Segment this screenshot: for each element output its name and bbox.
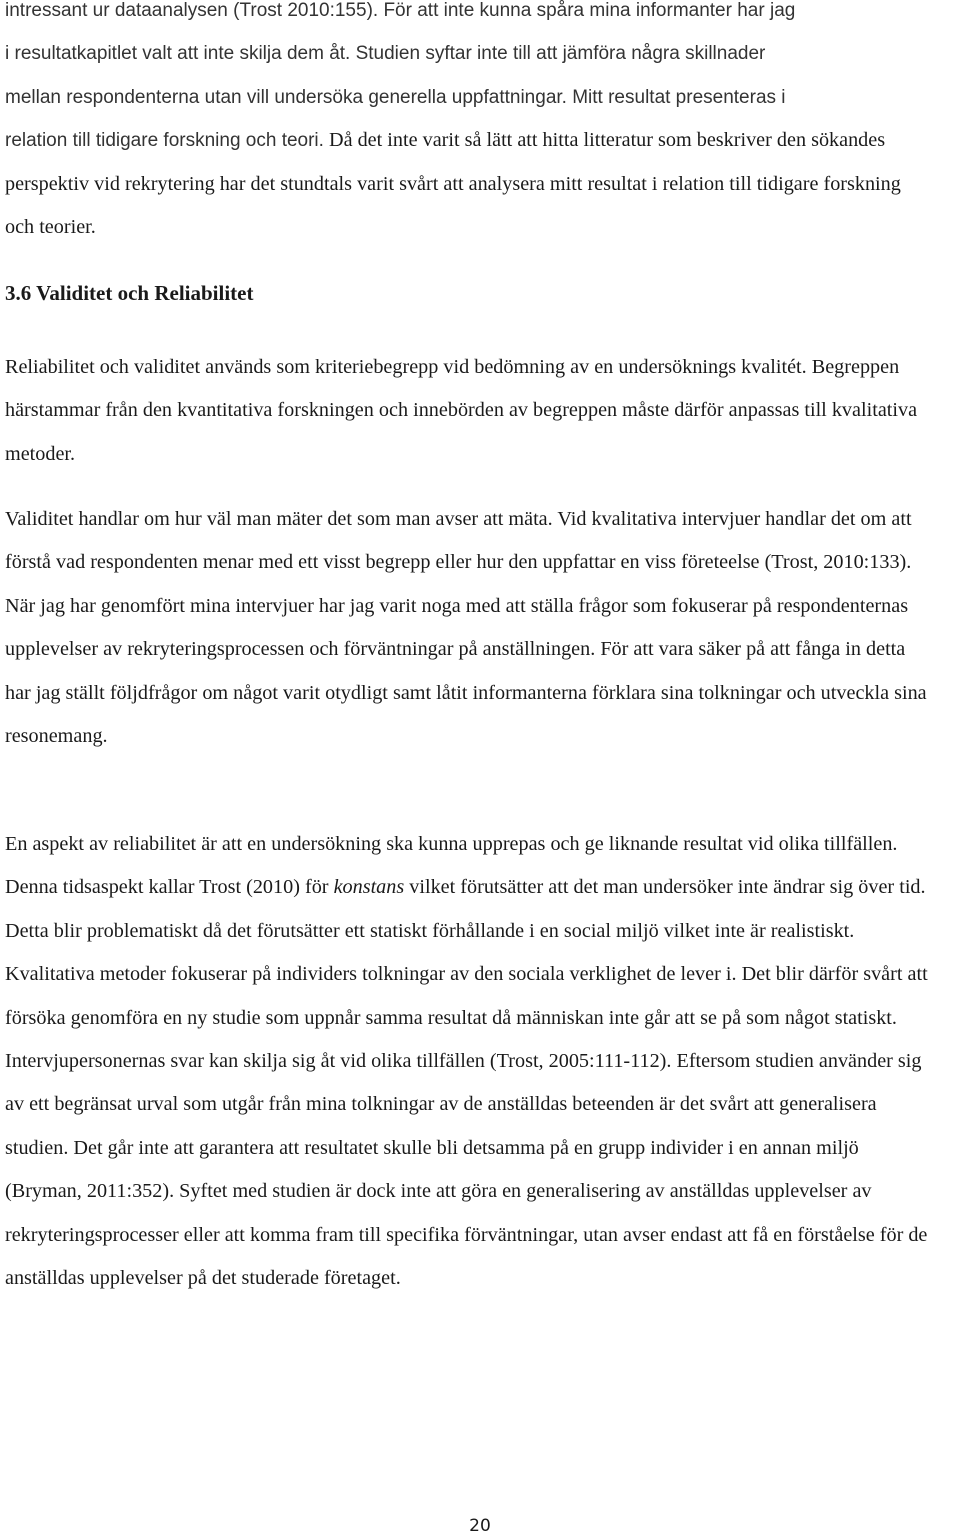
reliability-italic-term: konstans	[333, 876, 405, 899]
intro-line-4: relation till tidigare forskning och teori.	[5, 130, 324, 152]
intro-line-1: intressant ur dataanalysen (Trost 2010:155). För att inte kunna spåra mina informanter har jag	[5, 0, 796, 21]
paragraph-reliability	[5, 823, 930, 1300]
paragraph-validity: Validitet handlar om hur väl man mäter det som man avser att mäta. Vid kvalitativa intervjuer handlar det om att förstå vad respondenten menar med ett visst begrepp eller hur den uppfattar en viss företeelse (Trost, 2010:133). När jag har genomfört mina intervjuer har jag varit noga med att ställa frågor som fokuserar på respondenternas upplevelser av rekryteringsprocessen och förväntningar på anställningen. För att vara säker på att fånga in detta har jag ställt följdfrågor om något varit otydligt samt låtit informanterna förklara sina tolkningar och utveckla sina resonemang.	[5, 508, 927, 748]
intro-line-3: mellan respondenterna utan vill undersöka generella uppfattningar. Mitt resultat presenteras i	[5, 86, 786, 108]
paragraph-definitions: Reliabilitet och validitet används som kriteriebegrepp vid bedömning av en undersöknings kvalitét. Begreppen härstammar från den kvantitativa forskningen och innebörden av begreppen måste därför anpassas till kvalitativa metoder.	[5, 356, 918, 465]
reliability-text-start: En aspekt av reliabilitet är att en undersökning ska kunna upprepas och ge liknande resultat vid olika tillfällen. Denna tidsaspekt kallar Trost (2010) för	[5, 833, 898, 899]
intro-continuation: Då det inte varit så lätt att hitta litteratur som beskriver den sökandes perspektiv vid rekrytering har det stundtals varit svårt att analysera mitt resultat i relation till tidigare forskning och teorier.	[5, 129, 901, 239]
page-number: 20	[469, 1516, 491, 1536]
intro-paragraph	[5, 0, 930, 249]
section-heading: 3.6 Validitet och Reliabilitet	[5, 281, 254, 305]
intro-line-2: i resultatkapitlet valt att inte skilja dem åt. Studien syftar inte till att jämföra några skillnader	[5, 43, 766, 65]
reliability-text-end: vilket förutsätter att det man undersöker inte ändrar sig över tid. Detta blir problematiskt då det förutsätter ett statiskt förhållande i en social miljö vilket inte är realistiskt. Kvalitativa metoder fokuserar på individers tolkningar av den sociala verklighet de lever i. Det blir därför svårt att försöka genomföra en ny studie som uppnår samma resultat då människan inte går att se på som något statiskt. Intervjupersonernas svar kan skilja sig åt vid olika tillfällen (Trost, 2005:111-112). Eftersom studien använder sig av ett begränsat urval som utgår från mina tolkningar av de anställdas beteenden är det svårt att generalisera studien. Det går inte att garantera att resultatet skulle bli detsamma på en grupp individer i en annan miljö (Bryman, 2011:352). Syftet med studien är dock inte att göra en generalisering av anställdas upplevelser av rekryteringsprocesser eller att komma fram till specifika förväntningar, utan avser endast att få en förståelse för de anställdas upplevelser på det studerade företaget.	[5, 876, 928, 1290]
